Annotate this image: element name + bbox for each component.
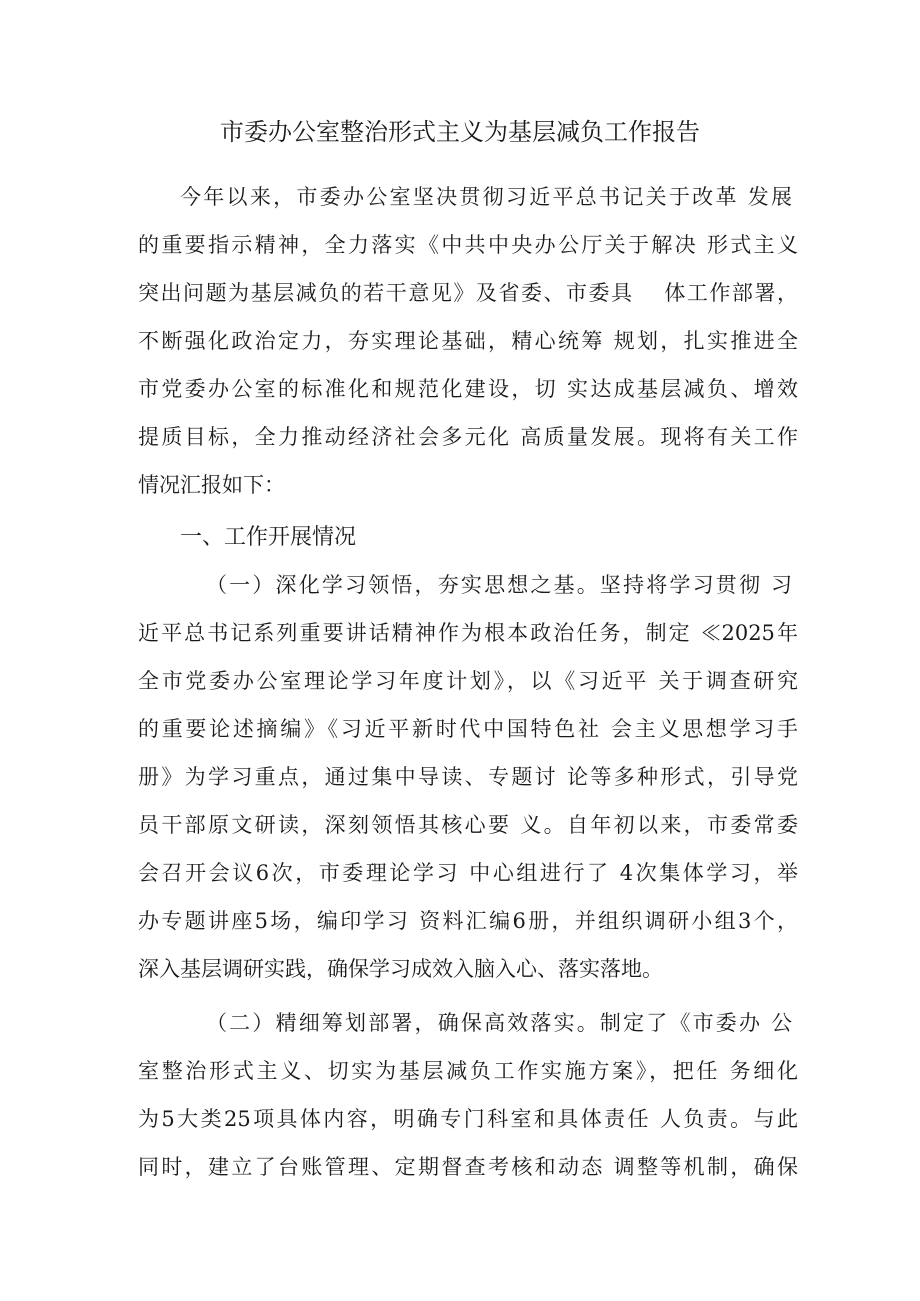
section-heading: 一、工作开展情况 — [180, 525, 357, 550]
intro-line: 市党委办公室的标准化和规范化建设，切 实达成基层减负、增效 — [138, 377, 798, 401]
intro-line: 的重要指示精神，全力落实《中共中央办公厅关于解决 形式主义 — [138, 233, 798, 257]
subsection-line: 的重要论述摘编》《习近平新时代中国特色社 会主义思想学习手 — [138, 717, 798, 741]
subsection-line: 册》为学习重点，通过集中导读、专题讨 论等多种形式，引导党 — [138, 765, 798, 789]
subsection-line: 近平总书记系列重要讲话精神作为根本政治任务，制定 ≪2025年 — [138, 621, 798, 645]
subsection-line: 深入基层调研实践，确保学习成效入脑入心、落实落地。 — [138, 957, 663, 981]
intro-line: 提质目标，全力推动经济社会多元化 高质量发展。现将有关工作 — [138, 425, 798, 449]
subsection-line: 全市党委办公室理论学习年度计划》，以《习近平 关于调查研究 — [138, 669, 798, 693]
subsection-line: 同时，建立了台账管理、定期督查考核和动态 调整等机制，确保 — [138, 1155, 798, 1179]
intro-line: 突出问题为基层减负的若干意见》及省委、市委具 体工作部署， — [138, 281, 798, 305]
subsection-line: 会召开会议6次，市委理论学习 中心组进行了 4次集体学习，举 — [138, 861, 798, 885]
document-title: 市委办公室整治形式主义为基层减负工作报告 — [220, 118, 700, 146]
subsection-line: 办专题讲座5场，编印学习 资料汇编6册，并组织调研小组3个， — [138, 909, 798, 933]
intro-line: 今年以来，市委办公室坚决贯彻习近平总书记关于改革 发展 — [180, 185, 792, 209]
subsection-line: 为5大类25项具体内容，明确专门科室和具体责任 人负责。与此 — [138, 1107, 798, 1131]
subsection-line: 室整治形式主义、切实为基层减负工作实施方案》，把任 务细化 — [138, 1059, 798, 1083]
subsection-line: （二）精细筹划部署，确保高效落实。制定了《市委办 公 — [206, 1011, 792, 1035]
intro-line: 不断强化政治定力，夯实理论基础，精心统筹 规划，扎实推进全 — [138, 329, 798, 353]
subsection-line: （一）深化学习领悟，夯实思想之基。坚持将学习贯彻 习 — [206, 573, 792, 597]
subsection-line: 员干部原文研读，深刻领悟其核心要 义。自年初以来，市委常委 — [138, 813, 798, 837]
intro-line: 情况汇报如下： — [138, 473, 285, 497]
